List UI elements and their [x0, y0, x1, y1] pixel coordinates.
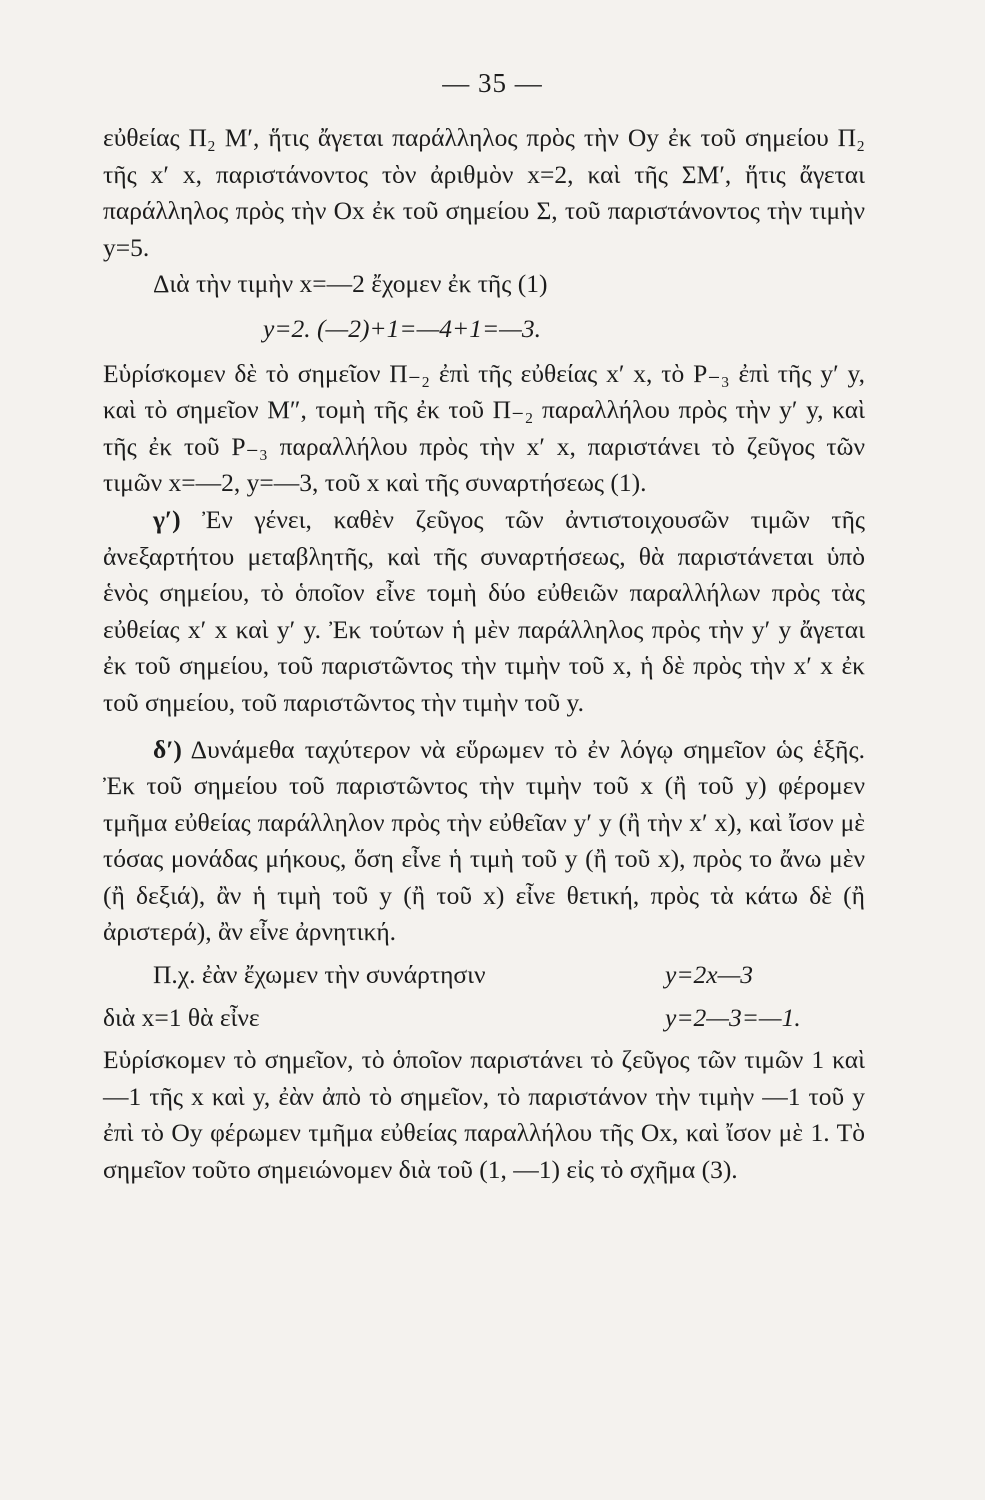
paragraph-3: Εὑρίσκομεν δὲ τὸ σημεῖον Π₋₂ ἐπὶ τῆς εὐθείας x′ x, τὸ Ρ₋₃ ἐπὶ τῆς y′ y, καὶ τὸ σημεῖον Μ″, τομὴ τῆς ἐκ τοῦ Π₋₂ παραλλήλου πρὸς τὴν y′ y, καὶ τῆς ἐκ τοῦ Ρ₋₃ παραλλήλου πρὸς τὴν x′ x, παριστάνει τὸ ζεῦγος τῶν τιμῶν x=—2, y=—3, τοῦ x καὶ τῆς συναρτήσεως (1). [103, 358, 865, 498]
paragraph-1: εὐθείας Π₂ Μ′, ἥτις ἄγεται παράλληλος πρὸς τὴν Oy ἐκ τοῦ σημείου Π₂ τῆς x′ x, παριστάνοντος τὸν ἀριθμὸν x=2, καὶ τῆς ΣΜ′, ἥτις ἄγεται παράλληλος πρὸς τὴν Ox ἐκ τοῦ σημείου Σ, τοῦ παριστάνοντος τὴν τιμὴν y=5. [103, 123, 865, 262]
equation-row-1 [103, 957, 865, 994]
paragraph-6: Εὑρίσκομεν τὸ σημεῖον, τὸ ὁποῖον παριστάνει τὸ ζεῦγος τῶν τιμῶν 1 καὶ —1 τῆς x καὶ y, ἐὰν ἀπὸ τὸ σημεῖον, τὸ παριστάνον τὴν τιμὴν —1 τοῦ y ἐπὶ τὸ Oy φέρωμεν τμῆμα εὐθείας παραλλήλου τῆς Ox, καὶ ἴσον μὲ 1. Τὸ σημεῖον τοῦτο σημειώνομεν διὰ τοῦ (1, —1) εἰς τὸ σχῆμα (3). [103, 1045, 865, 1185]
equation-2-text: διὰ x=1 θὰ εἶνε [103, 1002, 260, 1032]
paragraph-5-text: Δυνάμεθα ταχύτερον νὰ εὕρωμεν τὸ ἐν λόγῳ σημεῖον ὡς ἑξῆς. Ἐκ τοῦ σημείου τοῦ παριστῶντος τὴν τιμὴν τοῦ x (ἢ τοῦ y) φέρομεν τμῆμα εὐθείας παράλληλον πρὸς τὴν εὐθεῖαν y′ y (ἢ τὴν x′ x), καὶ ἴσον μὲ τόσας μονάδας μήκους, ὅση εἶνε ἡ τιμὴ τοῦ y (ἢ τοῦ x), πρὸς το ἄνω μὲν (ἢ δεξιά), ἂν ἡ τιμὴ τοῦ y (ἢ τοῦ x) εἶνε θετική, πρὸς τὰ κάτω δὲ (ἢ ἀριστερά), ἂν εἶνε ἀρνητική. [103, 734, 865, 947]
equation-2-formula: y=2—3=—1. [665, 1002, 801, 1032]
section-label-delta: δ′) [153, 734, 182, 764]
equation-row-2 [103, 1000, 865, 1037]
page-number: — 35 — [442, 68, 543, 98]
body-text [103, 120, 865, 1189]
paragraph-5 [103, 732, 865, 952]
paragraph-2: Διὰ τὴν τιμὴν x=—2 ἔχομεν ἐκ τῆς (1) [153, 269, 548, 299]
formula-1: y=2. (—2)+1=—4+1=—3. [263, 313, 541, 343]
section-label-gamma: γ′) [153, 504, 181, 534]
paragraph-4 [103, 502, 865, 722]
equation-1-text: Π.χ. ἐὰν ἔχωμεν τὴν συνάρτησιν [153, 960, 486, 990]
equation-1-formula: y=2x—3 [665, 960, 754, 990]
paragraph-4-text: Ἐν γένει, καθὲν ζεῦγος τῶν ἀντιστοιχουσῶν τιμῶν τῆς ἀνεξαρτήτου μεταβλητῆς, καὶ τῆς συναρτήσεως, θὰ παριστάνεται ὑπὸ ἑνὸς σημείου, τὸ ὁποῖον εἶνε τομὴ δύο εὐθειῶν παραλλήλων πρὸς τὰς εὐθείας x′ x καὶ y′ y. Ἐκ τούτων ἡ μὲν παράλληλος πρὸς τὴν y′ y ἄγεται ἐκ τοῦ σημείου, τοῦ παριστῶντος τὴν τιμὴν τοῦ x, ἡ δὲ πρὸς τὴν x′ x ἐκ τοῦ σημείου, τοῦ παριστῶντος τὴν τιμὴν τοῦ y. [103, 504, 866, 717]
